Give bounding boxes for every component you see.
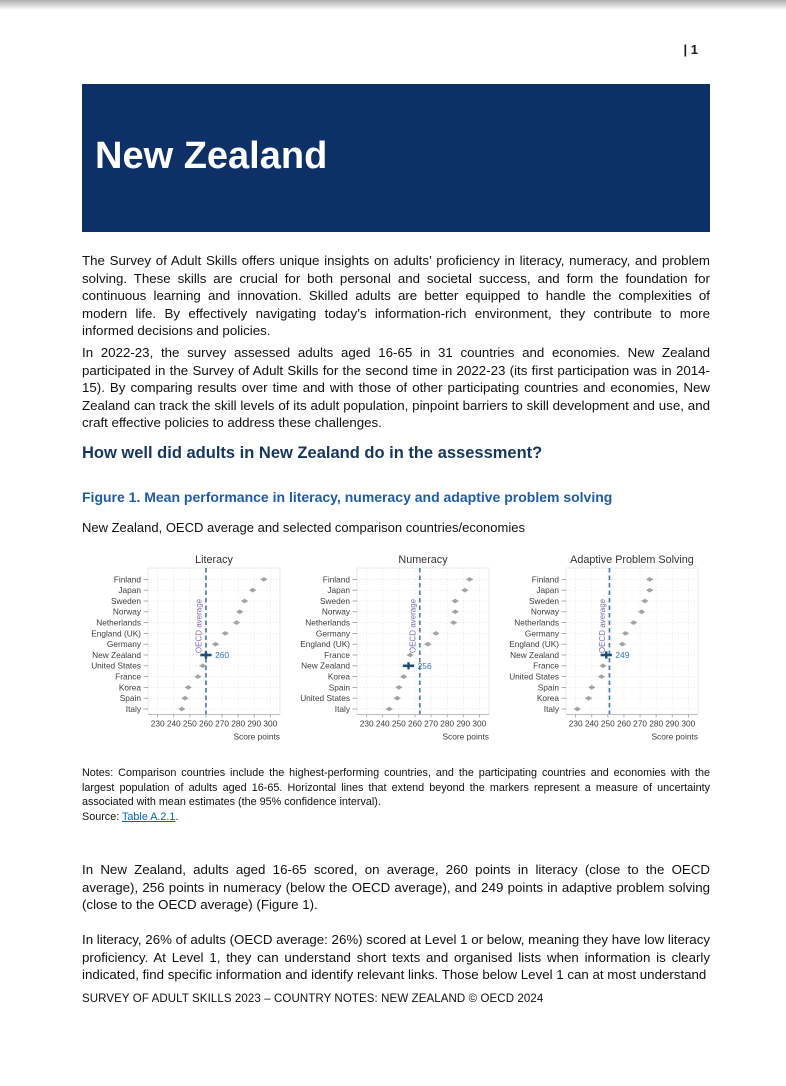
page-number: | 1 [683, 42, 698, 57]
svg-text:Germany: Germany [106, 639, 141, 650]
svg-text:Score points: Score points [233, 731, 280, 742]
svg-text:Korea: Korea [327, 671, 350, 682]
svg-text:France: France [533, 660, 559, 671]
body-paragraph-2: In literacy, 26% of adults (OECD average: 26%) scored at Level 1 or below, meaning they have low literacy proficiency. At Level 1, they can understand short texts and organised lists when information is clearly indicated, find specific information and identify relevant links. Those below Level 1 can at most understand [82, 932, 710, 983]
svg-text:Korea: Korea [118, 682, 141, 693]
svg-text:270: 270 [424, 718, 438, 729]
svg-text:Literacy: Literacy [195, 554, 233, 566]
svg-text:260: 260 [617, 718, 631, 729]
svg-text:Spain: Spain [328, 682, 350, 693]
svg-text:France: France [115, 671, 141, 682]
page-footer: SURVEY OF ADULT SKILLS 2023 – COUNTRY NOTES: NEW ZEALAND © OECD 2024 [82, 993, 544, 1005]
svg-text:256: 256 [417, 660, 432, 671]
svg-text:Norway: Norway [321, 606, 350, 617]
svg-text:New Zealand: New Zealand [301, 660, 350, 671]
figure-subtitle: New Zealand, OECD average and selected comparison countries/economies [82, 520, 525, 535]
svg-text:Korea: Korea [536, 693, 559, 704]
svg-text:Spain: Spain [537, 682, 559, 693]
svg-text:Netherlands: Netherlands [305, 617, 350, 628]
section-heading: How well did adults in New Zealand do in the assessment? [82, 444, 543, 462]
chart-numeracy [291, 552, 500, 752]
svg-text:Finland: Finland [322, 574, 350, 585]
svg-text:OECD average: OECD average [408, 598, 418, 654]
svg-text:England (UK): England (UK) [91, 628, 141, 639]
intro-paragraph-2: In 2022-23, the survey assessed adults aged 16-65 in 31 countries and economies. New Zealand participated in the Survey of Adult Skills for the second time in 2022-23 (its first participation was in 2014-15). By comparing results over time and with those of other participating countries and economies, New Zealand can track the skill levels of its adult population, pinpoint barriers to skill development and use, and craft effective policies to address these challenges. [82, 345, 710, 430]
svg-text:280: 280 [440, 718, 455, 729]
chart-literacy [82, 552, 291, 752]
svg-text:Sweden: Sweden [111, 595, 141, 606]
svg-text:Sweden: Sweden [529, 595, 559, 606]
svg-text:240: 240 [166, 718, 181, 729]
svg-text:300: 300 [263, 718, 278, 729]
svg-text:250: 250 [600, 718, 615, 729]
svg-text:260: 260 [199, 718, 213, 729]
figure-notes [82, 766, 710, 824]
window-top-shadow [0, 0, 786, 10]
svg-text:England (UK): England (UK) [300, 639, 350, 650]
svg-text:Germany: Germany [524, 628, 559, 639]
svg-text:United States: United States [509, 671, 559, 682]
svg-text:240: 240 [375, 718, 390, 729]
svg-text:OECD average: OECD average [597, 598, 607, 654]
body-paragraph-1: In New Zealand, adults aged 16-65 scored, on average, 260 points in literacy (close to the OECD average), 256 points in numeracy (below the OECD average), and 249 points in adaptive problem solving (close to the OECD average) (Figure 1). [82, 862, 710, 913]
svg-text:Sweden: Sweden [320, 595, 350, 606]
svg-text:249: 249 [615, 650, 630, 660]
svg-text:Score points: Score points [442, 731, 489, 742]
svg-text:France: France [324, 649, 350, 660]
figure-1 [82, 552, 710, 752]
svg-text:240: 240 [584, 718, 599, 729]
svg-text:Finland: Finland [531, 574, 559, 585]
svg-text:250: 250 [391, 718, 406, 729]
svg-text:United States: United States [300, 693, 350, 704]
country-title: New Zealand [95, 135, 328, 177]
svg-text:Netherlands: Netherlands [96, 617, 141, 628]
svg-text:Japan: Japan [327, 585, 350, 596]
svg-text:Italy: Italy [543, 703, 559, 714]
svg-text:Japan: Japan [536, 585, 559, 596]
svg-text:280: 280 [231, 718, 246, 729]
svg-text:Norway: Norway [112, 606, 141, 617]
svg-text:Score points: Score points [651, 731, 698, 742]
svg-text:New Zealand: New Zealand [510, 649, 559, 660]
svg-text:270: 270 [633, 718, 647, 729]
svg-text:Adaptive Problem Solving: Adaptive Problem Solving [570, 554, 694, 566]
svg-text:230: 230 [568, 718, 583, 729]
svg-text:Spain: Spain [119, 693, 141, 704]
svg-text:290: 290 [665, 718, 680, 729]
svg-text:250: 250 [182, 718, 197, 729]
figure-title: Figure 1. Mean performance in literacy, numeracy and adaptive problem solving [82, 489, 613, 505]
svg-text:New Zealand: New Zealand [92, 649, 141, 660]
source-table-link[interactable]: Table A.2.1 [122, 810, 176, 823]
source-suffix: . [175, 810, 179, 823]
svg-text:300: 300 [472, 718, 487, 729]
country-banner [82, 84, 710, 232]
svg-text:230: 230 [150, 718, 165, 729]
svg-text:290: 290 [247, 718, 262, 729]
svg-text:Italy: Italy [125, 703, 141, 714]
svg-text:260: 260 [408, 718, 422, 729]
svg-text:230: 230 [359, 718, 374, 729]
svg-text:OECD average: OECD average [194, 598, 204, 654]
svg-text:Norway: Norway [530, 606, 559, 617]
svg-text:300: 300 [681, 718, 696, 729]
svg-text:270: 270 [215, 718, 229, 729]
svg-text:Finland: Finland [113, 574, 141, 585]
chart-adaptive-problem-solving [500, 552, 709, 752]
intro-paragraph-1: The Survey of Adult Skills offers unique insights on adults’ proficiency in literacy, numeracy, and problem solving. These skills are crucial for both personal and societal success, and form the foundation for continuous learning and innovation. Skilled adults are better equipped to handle the complexities of modern life. By effectively navigating today’s information-rich environment, they contribute to more informed decisions and policies. [82, 253, 710, 338]
source-label: Source: [82, 810, 123, 823]
svg-text:Netherlands: Netherlands [514, 617, 559, 628]
source-line [82, 810, 710, 825]
svg-text:290: 290 [456, 718, 471, 729]
svg-text:Japan: Japan [118, 585, 141, 596]
svg-text:Germany: Germany [315, 628, 350, 639]
svg-text:Numeracy: Numeracy [398, 554, 448, 566]
notes-text: Notes: Comparison countries include the highest-performing countries, and the participating countries and economies with the largest population of adults aged 16-65. Horizontal lines that extend beyond the markers represent a measure of uncertainty associated with mean estimates (the 95% confidence interval). [82, 767, 710, 809]
svg-text:280: 280 [649, 718, 664, 729]
svg-text:England (UK): England (UK) [509, 639, 559, 650]
svg-text:Italy: Italy [334, 703, 350, 714]
svg-text:260: 260 [215, 650, 230, 660]
svg-text:United States: United States [91, 660, 141, 671]
